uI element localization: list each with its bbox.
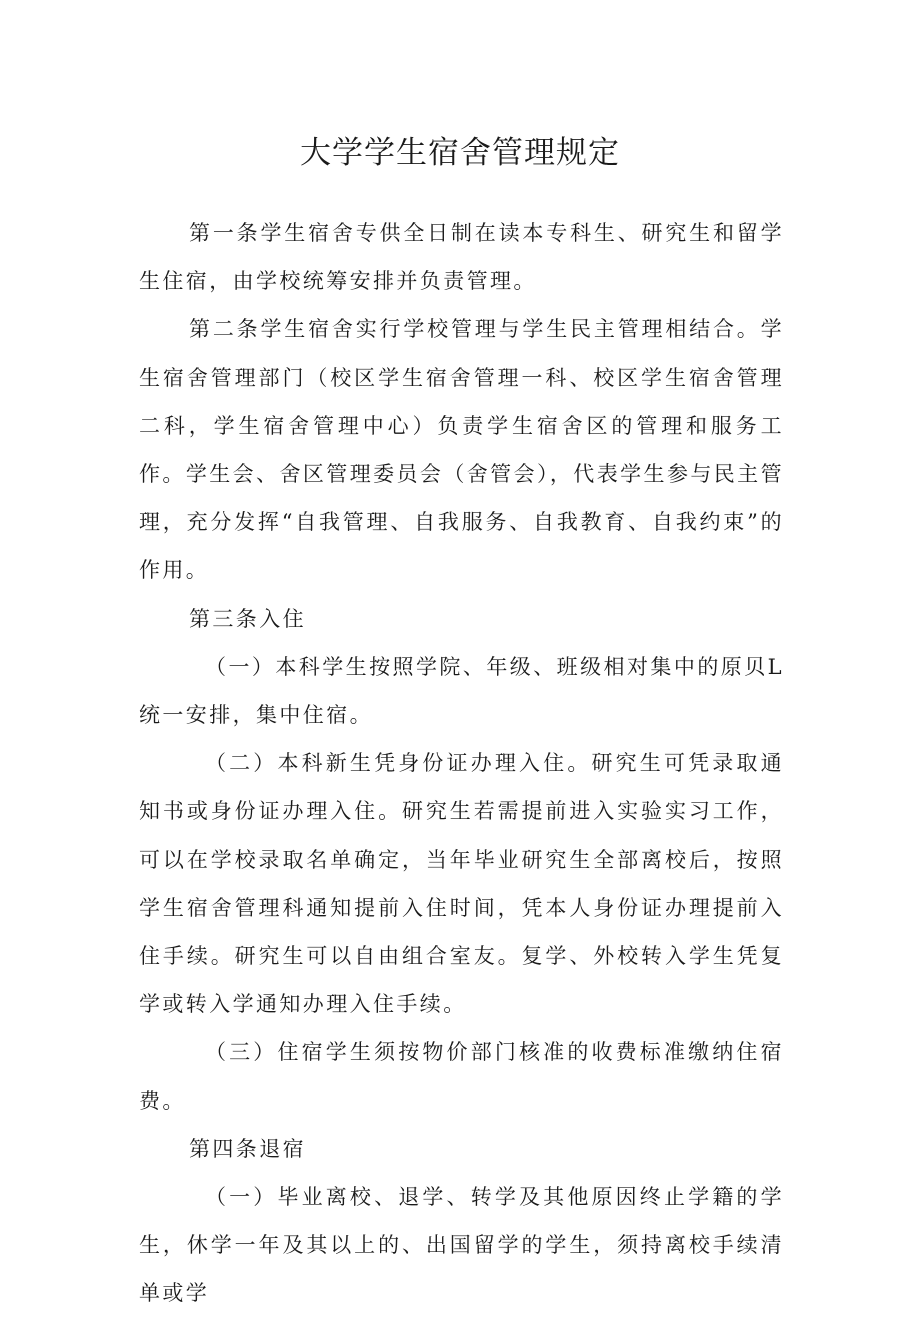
article-3-item-2: （二）本科新生凭身份证办理入住。研究生可凭录取通知书或身份证办理入住。研究生若需提前进入实验实习工作，可以在学校录取名单确定，当年毕业研究生全部离校后，按照学生宿舍管理科通知提前入住时间，凭本人身份证办理提前入住手续。研究生可以自由组合室友。复学、外校转入学生凭复学或转入学通知办理入住手续。 xyxy=(139,751,784,1017)
article-4-item-1: （一）毕业离校、退学、转学及其他原因终止学籍的学生，休学一年及其以上的、出国留学的学生，须持离校手续清单或学 xyxy=(139,1185,784,1306)
article-1-paragraph: 第一条学生宿舍专供全日制在读本专科生、研究生和留学生住宿，由学校统筹安排并负责管理。 xyxy=(139,221,784,294)
article-3-item-1: （一）本科学生按照学院、年级、班级相对集中的原贝L统一安排，集中住宿。 xyxy=(139,654,784,728)
article-3-item-3: （三）住宿学生须按物价部门核准的收费标准缴纳住宿费。 xyxy=(139,1040,784,1113)
document-body xyxy=(139,209,784,1318)
article-3-heading: 第三条入住 xyxy=(189,606,306,631)
article-2-paragraph: 第二条学生宿舍实行学校管理与学生民主管理相结合。学生宿舍管理部门（校区学生宿舍管理一科、校区学生宿舍管理二科，学生宿舍管理中心）负责学生宿舍区的管理和服务工作。学生会、舍区管理委员会（舍管会），代表学生参与民主管理，充分发挥“自我管理、自我服务、自我教育、自我约束”的作用。 xyxy=(139,317,784,583)
document-title: 大学学生宿舍管理规定 xyxy=(300,135,620,171)
article-4-heading: 第四条退宿 xyxy=(189,1136,306,1161)
